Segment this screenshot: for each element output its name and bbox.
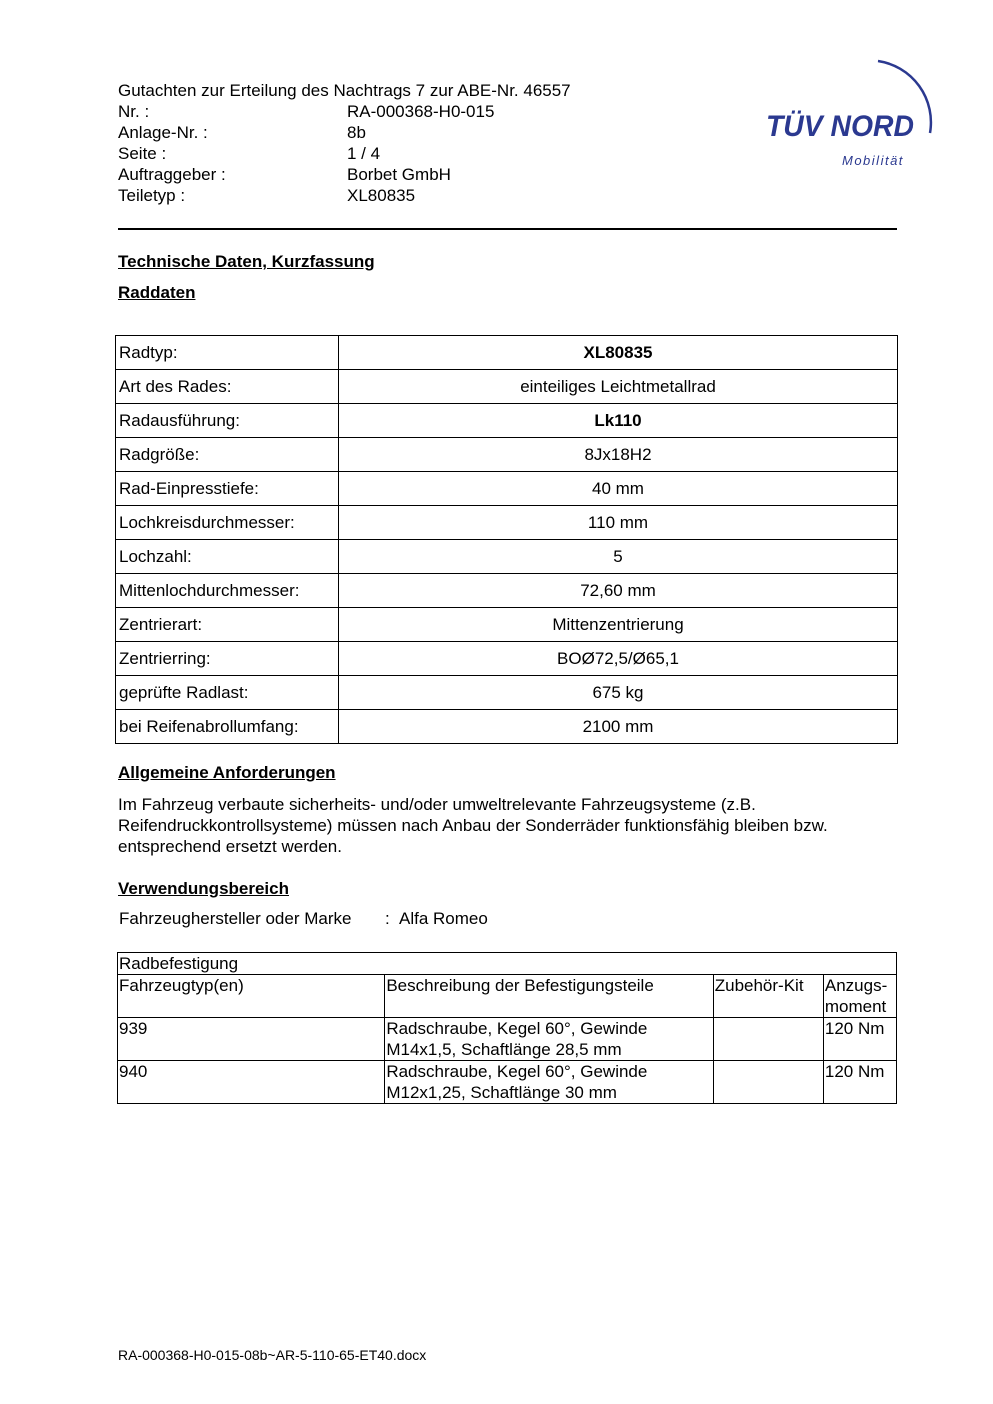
wheel-row-label: Radgröße: [116, 438, 339, 472]
wheel-row [116, 608, 898, 642]
mounting-vehicle-type: 940 [118, 1061, 385, 1104]
wheel-row-value: Mittenzentrierung [339, 608, 898, 642]
wheel-row [116, 336, 898, 370]
mounting-header-cell: Beschreibung der Befestigungsteile [385, 975, 713, 1018]
mounting-description-line: Radschraube, Kegel 60°, Gewinde [386, 1019, 648, 1038]
manufacturer-separator: : [385, 909, 390, 928]
mounting-description [385, 1061, 713, 1104]
wheel-row-value: Lk110 [339, 404, 898, 438]
wheel-row-value: 40 mm [339, 472, 898, 506]
general-line-2: Reifendruckkontrollsysteme) müssen nach Anbau der Sonderräder funktionsfähig bleiben bzw. [118, 816, 828, 835]
field-label-teiletyp: Teiletyp : [118, 186, 186, 205]
logo-brand-text: TÜV NORD [766, 110, 914, 143]
wheel-row-label: Mittenlochdurchmesser: [116, 574, 339, 608]
wheel-row-value: 110 mm [339, 506, 898, 540]
document-title: Gutachten zur Erteilung des Nachtrags 7 zur ABE-Nr. 46557 [118, 81, 571, 100]
mounting-kit [713, 1018, 823, 1061]
mounting-description [385, 1018, 713, 1061]
wheel-row-label: bei Reifenabrollumfang: [116, 710, 339, 744]
tuv-nord-logo [760, 55, 945, 175]
field-label-anlage: Anlage-Nr. : [118, 123, 208, 142]
section-subtitle-raddaten: Raddaten [118, 283, 196, 302]
wheel-row-label: Lochkreisdurchmesser: [116, 506, 339, 540]
general-line-1: Im Fahrzeug verbaute sicherheits- und/oder umweltrelevante Fahrzeugsysteme (z.B. [118, 795, 756, 814]
wheel-row-label: Radausführung: [116, 404, 339, 438]
section-title: Technische Daten, Kurzfassung [118, 252, 375, 271]
mounting-torque: 120 Nm [823, 1018, 896, 1061]
wheel-row-value: einteiliges Leichtmetallrad [339, 370, 898, 404]
wheel-row-value: 72,60 mm [339, 574, 898, 608]
field-value-seite: 1 / 4 [347, 144, 381, 163]
wheel-row-label: geprüfte Radlast: [116, 676, 339, 710]
field-value-teiletyp: XL80835 [347, 186, 416, 205]
mounting-header-cell: Fahrzeugtyp(en) [118, 975, 385, 1018]
wheel-row [116, 676, 898, 710]
mounting-description-line: M14x1,5, Schaftlänge 28,5 mm [386, 1040, 622, 1059]
mounting-caption: Radbefestigung [118, 953, 897, 975]
wheel-row-value: 2100 mm [339, 710, 898, 744]
wheel-row-label: Lochzahl: [116, 540, 339, 574]
mounting-torque: 120 Nm [823, 1061, 896, 1104]
mounting-row [118, 1018, 897, 1061]
mounting-header-cell: Zubehör-Kit [713, 975, 823, 1018]
header-divider [118, 228, 897, 230]
wheel-row [116, 540, 898, 574]
wheel-data-table [115, 335, 898, 744]
mounting-description-line: Radschraube, Kegel 60°, Gewinde [386, 1062, 648, 1081]
wheel-row-label: Zentrierring: [116, 642, 339, 676]
wheel-row-label: Rad-Einpresstiefe: [116, 472, 339, 506]
general-line-3: entsprechend ersetzt werden. [118, 837, 342, 856]
wheel-row-label: Radtyp: [116, 336, 339, 370]
field-label-auftraggeber: Auftraggeber : [118, 165, 226, 184]
mounting-kit [713, 1061, 823, 1104]
mounting-row [118, 1061, 897, 1104]
wheel-row [116, 506, 898, 540]
manufacturer-value: Alfa Romeo [399, 909, 488, 928]
mounting-description-line: M12x1,25, Schaftlänge 30 mm [386, 1083, 617, 1102]
wheel-row-value: BOØ72,5/Ø65,1 [339, 642, 898, 676]
field-value-auftraggeber: Borbet GmbH [347, 165, 451, 184]
wheel-row [116, 472, 898, 506]
footer-filename: RA-000368-H0-015-08b~AR-5-110-65-ET40.docx [118, 1347, 427, 1363]
field-value-anlage: 8b [347, 123, 366, 142]
wheel-row [116, 404, 898, 438]
wheel-row-value: 5 [339, 540, 898, 574]
field-label-seite: Seite : [118, 144, 167, 163]
wheel-row [116, 710, 898, 744]
wheel-row [116, 438, 898, 472]
wheel-row-label: Zentrierart: [116, 608, 339, 642]
field-label-nr: Nr. : [118, 102, 150, 121]
mounting-header-cell: Anzugs- moment [823, 975, 896, 1018]
logo-sub-text: Mobilität [842, 153, 904, 168]
wheel-row [116, 642, 898, 676]
general-requirements-title: Allgemeine Anforderungen [118, 763, 336, 782]
wheel-row-label: Art des Rades: [116, 370, 339, 404]
wheel-row-value: XL80835 [339, 336, 898, 370]
wheel-row [116, 574, 898, 608]
field-value-nr: RA-000368-H0-015 [347, 102, 495, 121]
general-requirements-text [118, 794, 908, 857]
mounting-table [117, 952, 897, 1104]
wheel-row [116, 370, 898, 404]
wheel-row-value: 8Jx18H2 [339, 438, 898, 472]
mounting-vehicle-type: 939 [118, 1018, 385, 1061]
usage-title: Verwendungsbereich [118, 879, 289, 898]
wheel-row-value: 675 kg [339, 676, 898, 710]
manufacturer-label: Fahrzeughersteller oder Marke [119, 909, 352, 928]
mounting-header-row [118, 975, 897, 1018]
